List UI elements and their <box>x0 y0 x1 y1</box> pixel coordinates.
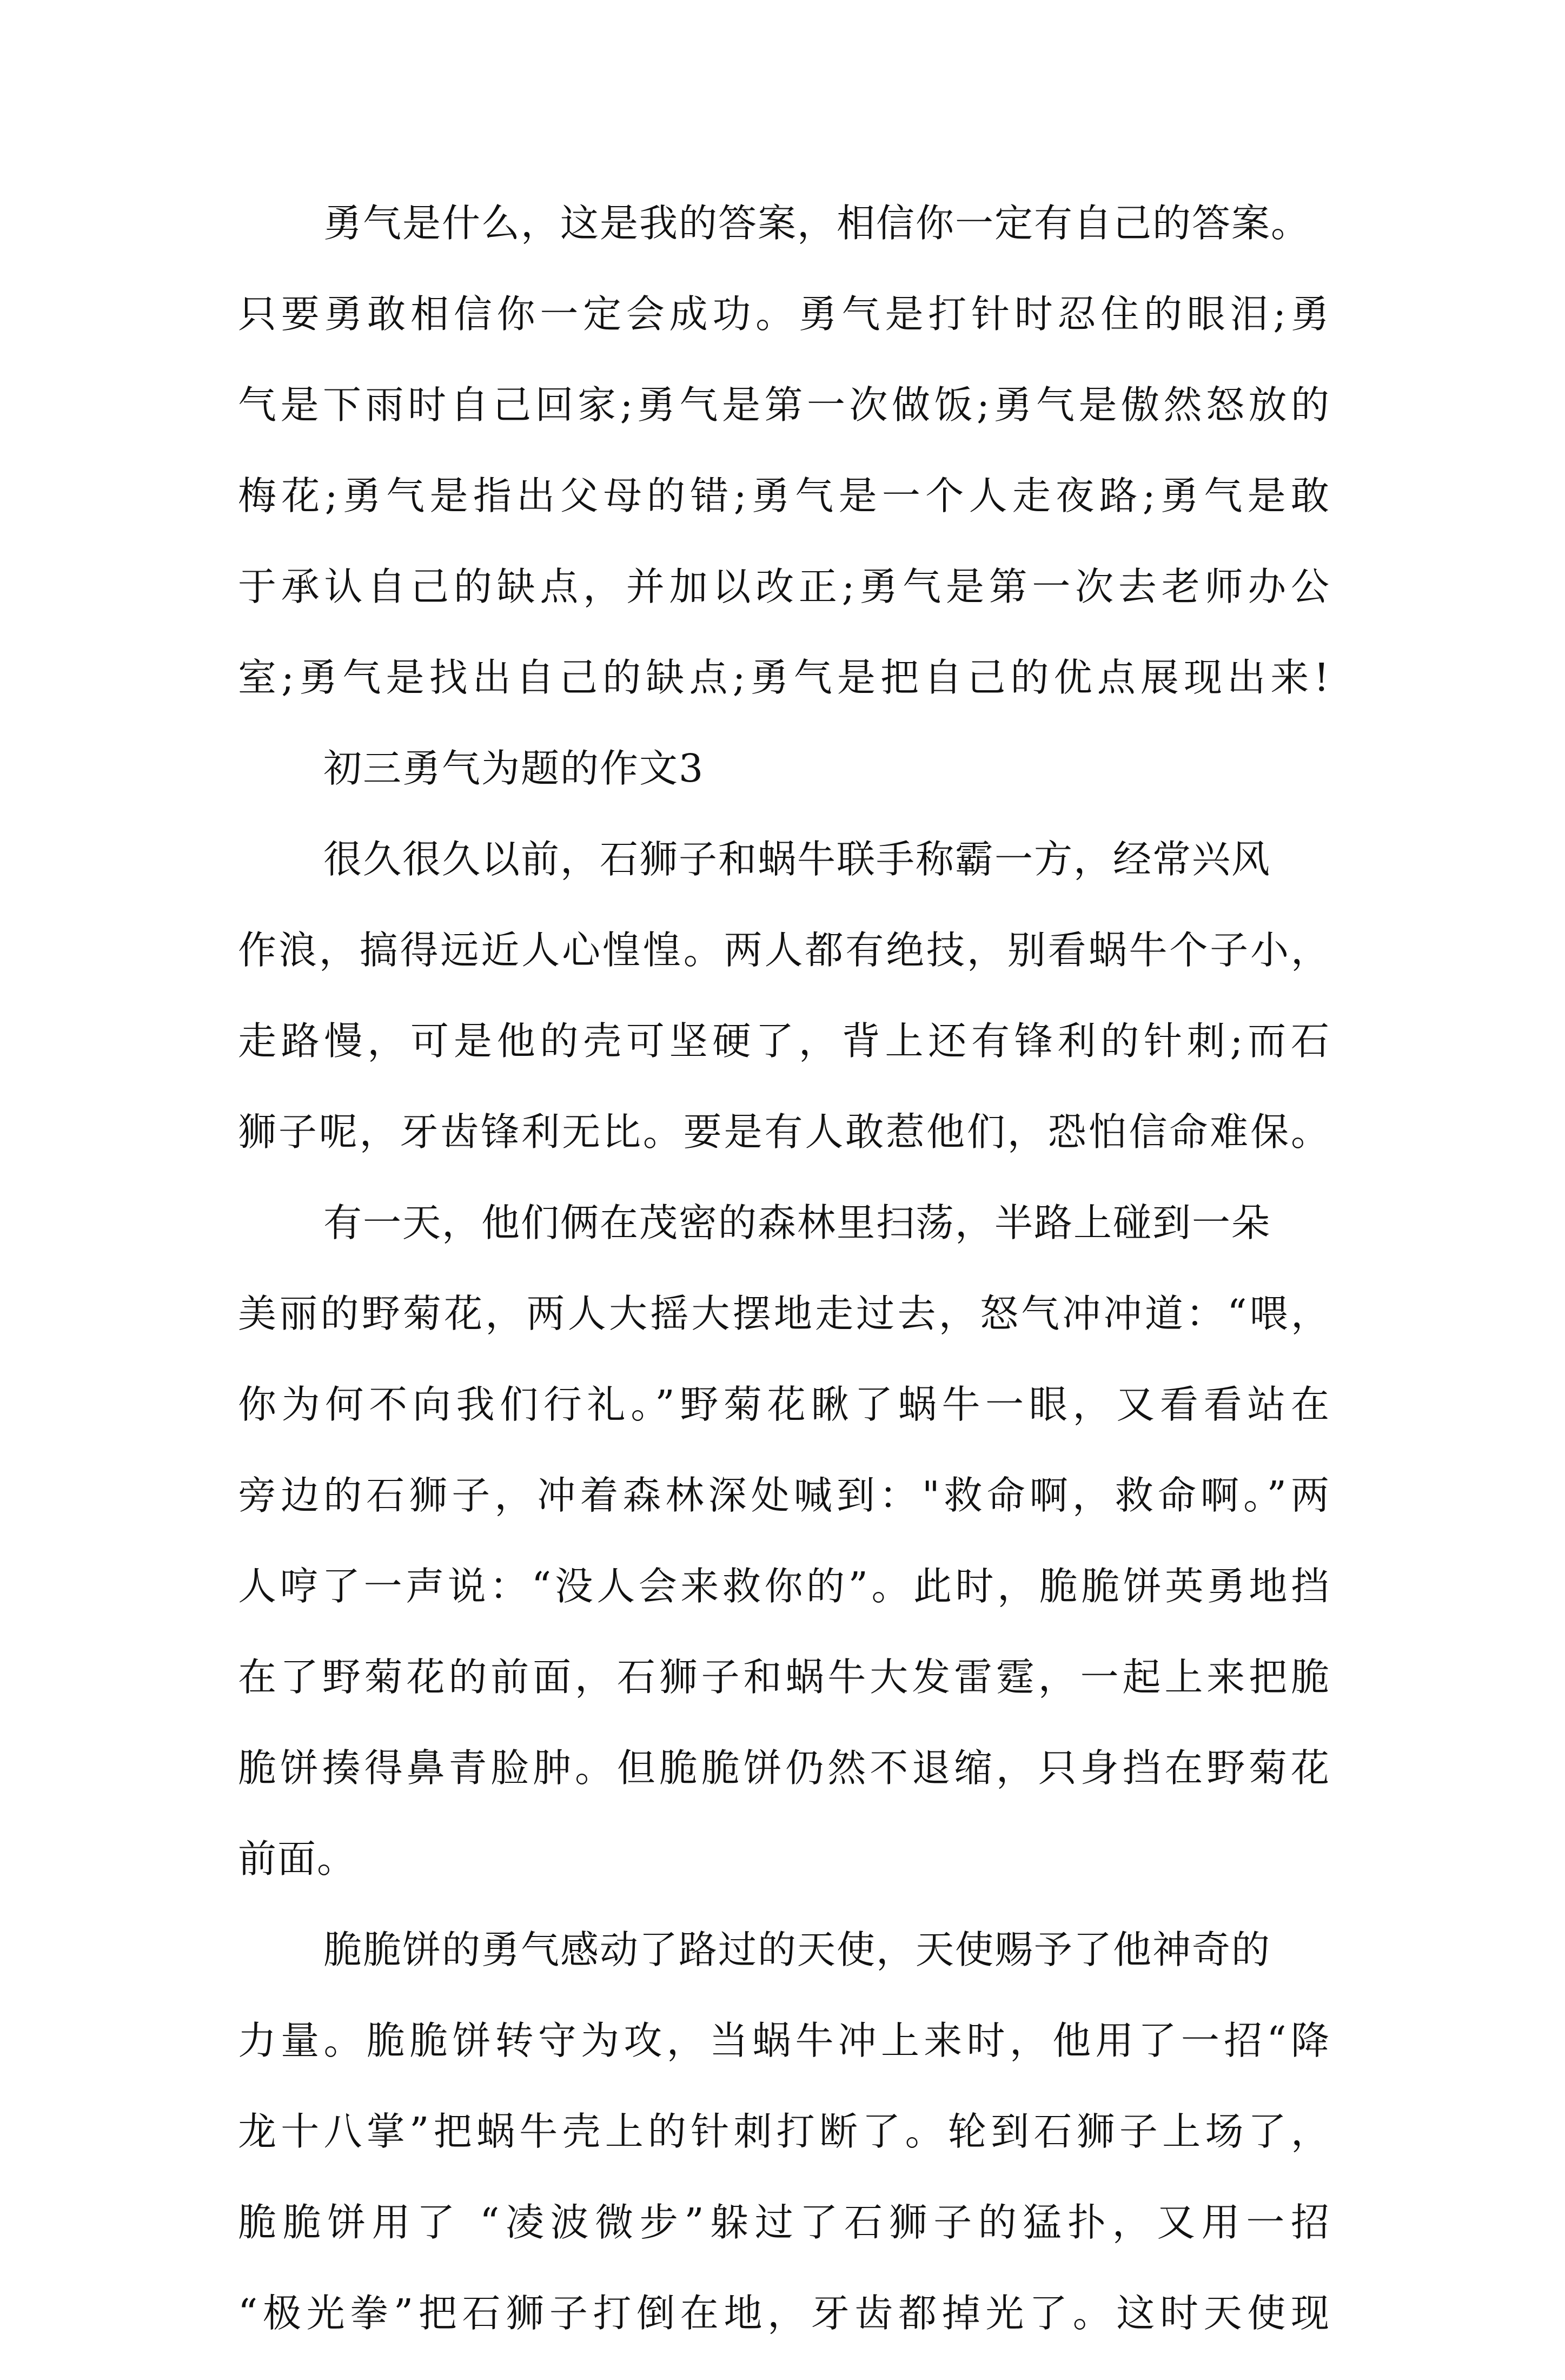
text-line: 龙十八掌”把蜗牛壳上的针刺打断了。轮到石狮子上场了， <box>238 2109 1330 2154</box>
paragraph-one-day <box>238 1199 1330 1883</box>
paragraph-courage-answer <box>238 199 1330 702</box>
text-line: 有一天，他们俩在茂密的森林里扫荡，半路上碰到一朵 <box>323 1200 1271 1245</box>
document-page <box>238 199 1330 2380</box>
text-line: 前面。 <box>238 1836 357 1881</box>
text-line: 人哼了一声说：“没人会来救你的”。此时，脆脆饼英勇地挡 <box>238 1564 1330 1609</box>
text-line: 你为何不向我们行礼。”野菊花瞅了蜗牛一眼，又看看站在 <box>238 1382 1330 1427</box>
text-line: 旁边的石狮子，冲着森林深处喊到："救命啊，救命啊。”两 <box>238 1473 1330 1518</box>
text-line: 脆脆饼的勇气感动了路过的天使，天使赐予了他神奇的 <box>323 1927 1271 1972</box>
text-line: 梅花;勇气是指出父母的错;勇气是一个人走夜路;勇气是敢 <box>238 473 1330 518</box>
text-line: “极光拳”把石狮子打倒在地，牙齿都掉光了。这时天使现 <box>238 2291 1330 2336</box>
text-line: 只要勇敢相信你一定会成功。勇气是打针时忍住的眼泪;勇 <box>238 292 1330 336</box>
text-line: 勇气是什么，这是我的答案，相信你一定有自己的答案。 <box>323 201 1311 246</box>
essay-heading <box>238 744 1330 792</box>
heading-text: 初三勇气为题的作文3 <box>323 746 705 791</box>
text-line: 美丽的野菊花，两人大摇大摆地走过去，怒气冲冲道：“喂， <box>238 1291 1330 1336</box>
text-line: 很久很久以前，石狮子和蜗牛联手称霸一方，经常兴风 <box>323 837 1271 882</box>
paragraph-long-ago <box>238 835 1330 1156</box>
text-line: 脆饼揍得鼻青脸肿。但脆脆饼仍然不退缩，只身挡在野菊花 <box>238 1746 1330 1790</box>
text-line: 脆脆饼用了 “凌波微步”躲过了石狮子的猛扑，又用一招 <box>238 2200 1330 2245</box>
paragraph-angel <box>238 1926 1330 2337</box>
text-line: 室;勇气是找出自己的缺点;勇气是把自己的优点展现出来! <box>238 655 1330 700</box>
text-line: 走路慢，可是他的壳可坚硬了，背上还有锋利的针刺;而石 <box>238 1019 1330 1063</box>
text-line: 气是下雨时自己回家;勇气是第一次做饭;勇气是傲然怒放的 <box>238 382 1330 427</box>
text-line: 狮子呢，牙齿锋利无比。要是有人敢惹他们，恐怕信命难保。 <box>238 1109 1330 1154</box>
text-line: 于承认自己的缺点，并加以改正;勇气是第一次去老师办公 <box>238 564 1330 609</box>
text-line: 力量。脆脆饼转守为攻，当蜗牛冲上来时，他用了一招“降 <box>238 2018 1330 2063</box>
text-line: 在了野菊花的前面，石狮子和蜗牛大发雷霆，一起上来把脆 <box>238 1655 1330 1700</box>
text-line: 作浪，搞得远近人心惶惶。两人都有绝技，别看蜗牛个子小， <box>238 928 1330 973</box>
